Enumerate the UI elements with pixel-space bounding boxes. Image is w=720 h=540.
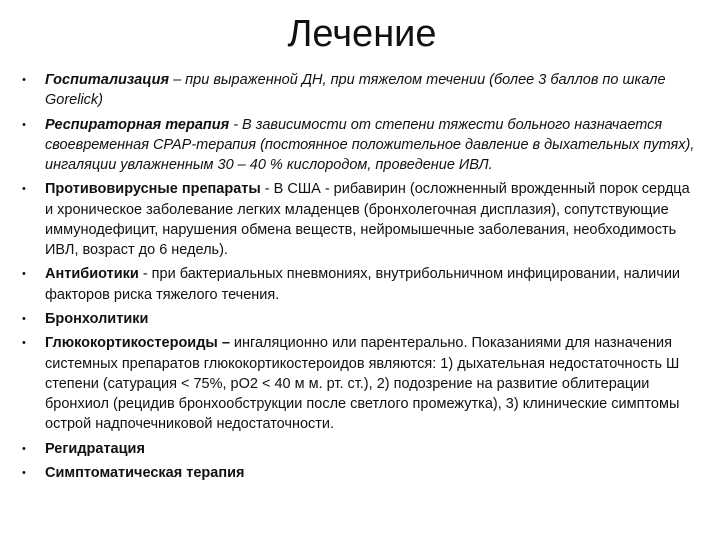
- bullet-text: - В США - рибавирин (осложненный врожденный порок сердца и хроническое заболевание легких младенцев (бронхолегочная дисплазия), сопутствующие иммунодефицит, нарушения обмена веществ, нейромышечные заболевания, необходимость ИВЛ, возраст до 6 недель).: [45, 181, 690, 258]
- bullet-icon: •: [22, 442, 26, 455]
- bullet-lead: Респираторная терапия: [45, 116, 230, 133]
- slide-title: Лечение: [287, 13, 437, 55]
- bullet-item-rehydration: [22, 439, 698, 459]
- bullet-lead: Противовирусные препараты: [45, 181, 261, 198]
- bullet-icon: •: [22, 74, 26, 86]
- bullet-item-respiratory-therapy: [22, 115, 698, 176]
- bullet-icon: •: [22, 312, 26, 325]
- bullet-item-antibiotics: [22, 264, 698, 304]
- bullet-lead: Антибиотики: [45, 266, 139, 283]
- bullet-lead: Госпитализация: [45, 72, 170, 88]
- bullet-lead: Симптоматическая терапия: [45, 464, 245, 481]
- bullet-text: ингаляционно или парентерально. Показаниями для назначения системных препаратов глюкокортикостероидов являются: 1) дыхательная недостаточность Ш степени (сатурация < 75%, рО2 < 40 м м. рт. ст.), 2) подозрение на развитие облитерации бронхиол (рецидив бронхообструкции после светлого промежутка), 3) клинические симптомы острой надпочечниковой недостаточности.: [45, 335, 680, 433]
- bullet-icon: •: [22, 466, 26, 479]
- bullet-icon: •: [22, 183, 26, 196]
- bullet-lead: Регидратация: [45, 440, 145, 457]
- bullet-lead: Глюкокортикостероиды –: [45, 335, 230, 352]
- bullet-item-symptomatic-therapy: [22, 463, 698, 483]
- bullet-item-antivirals: [22, 179, 698, 260]
- bullet-icon: •: [22, 268, 26, 281]
- bullet-item-hospitalization: [22, 70, 698, 110]
- bullet-item-bronchodilators: [22, 309, 698, 329]
- bullet-item-glucocorticosteroids: [22, 333, 698, 434]
- bullet-text: - В зависимости от степени тяжести больного назначается своевременная СРАР-терапия (постоянное положительное давление в дыхательных путях), ингаляции увлажненным 30 – 40 % кислородом, проведение ИВЛ.: [45, 116, 695, 173]
- bullet-text: - при бактериальных пневмониях, внутрибольничном инфицировании, наличии факторов риска тяжелого течения.: [45, 266, 681, 303]
- bullet-lead: Бронхолитики: [45, 310, 149, 327]
- bullet-icon: •: [22, 337, 26, 350]
- bullet-text: – при выраженной ДН, при тяжелом течении (более 3 баллов по шкале Gorelick): [45, 72, 666, 109]
- bullet-icon: •: [22, 118, 26, 131]
- bullet-list: [22, 70, 698, 487]
